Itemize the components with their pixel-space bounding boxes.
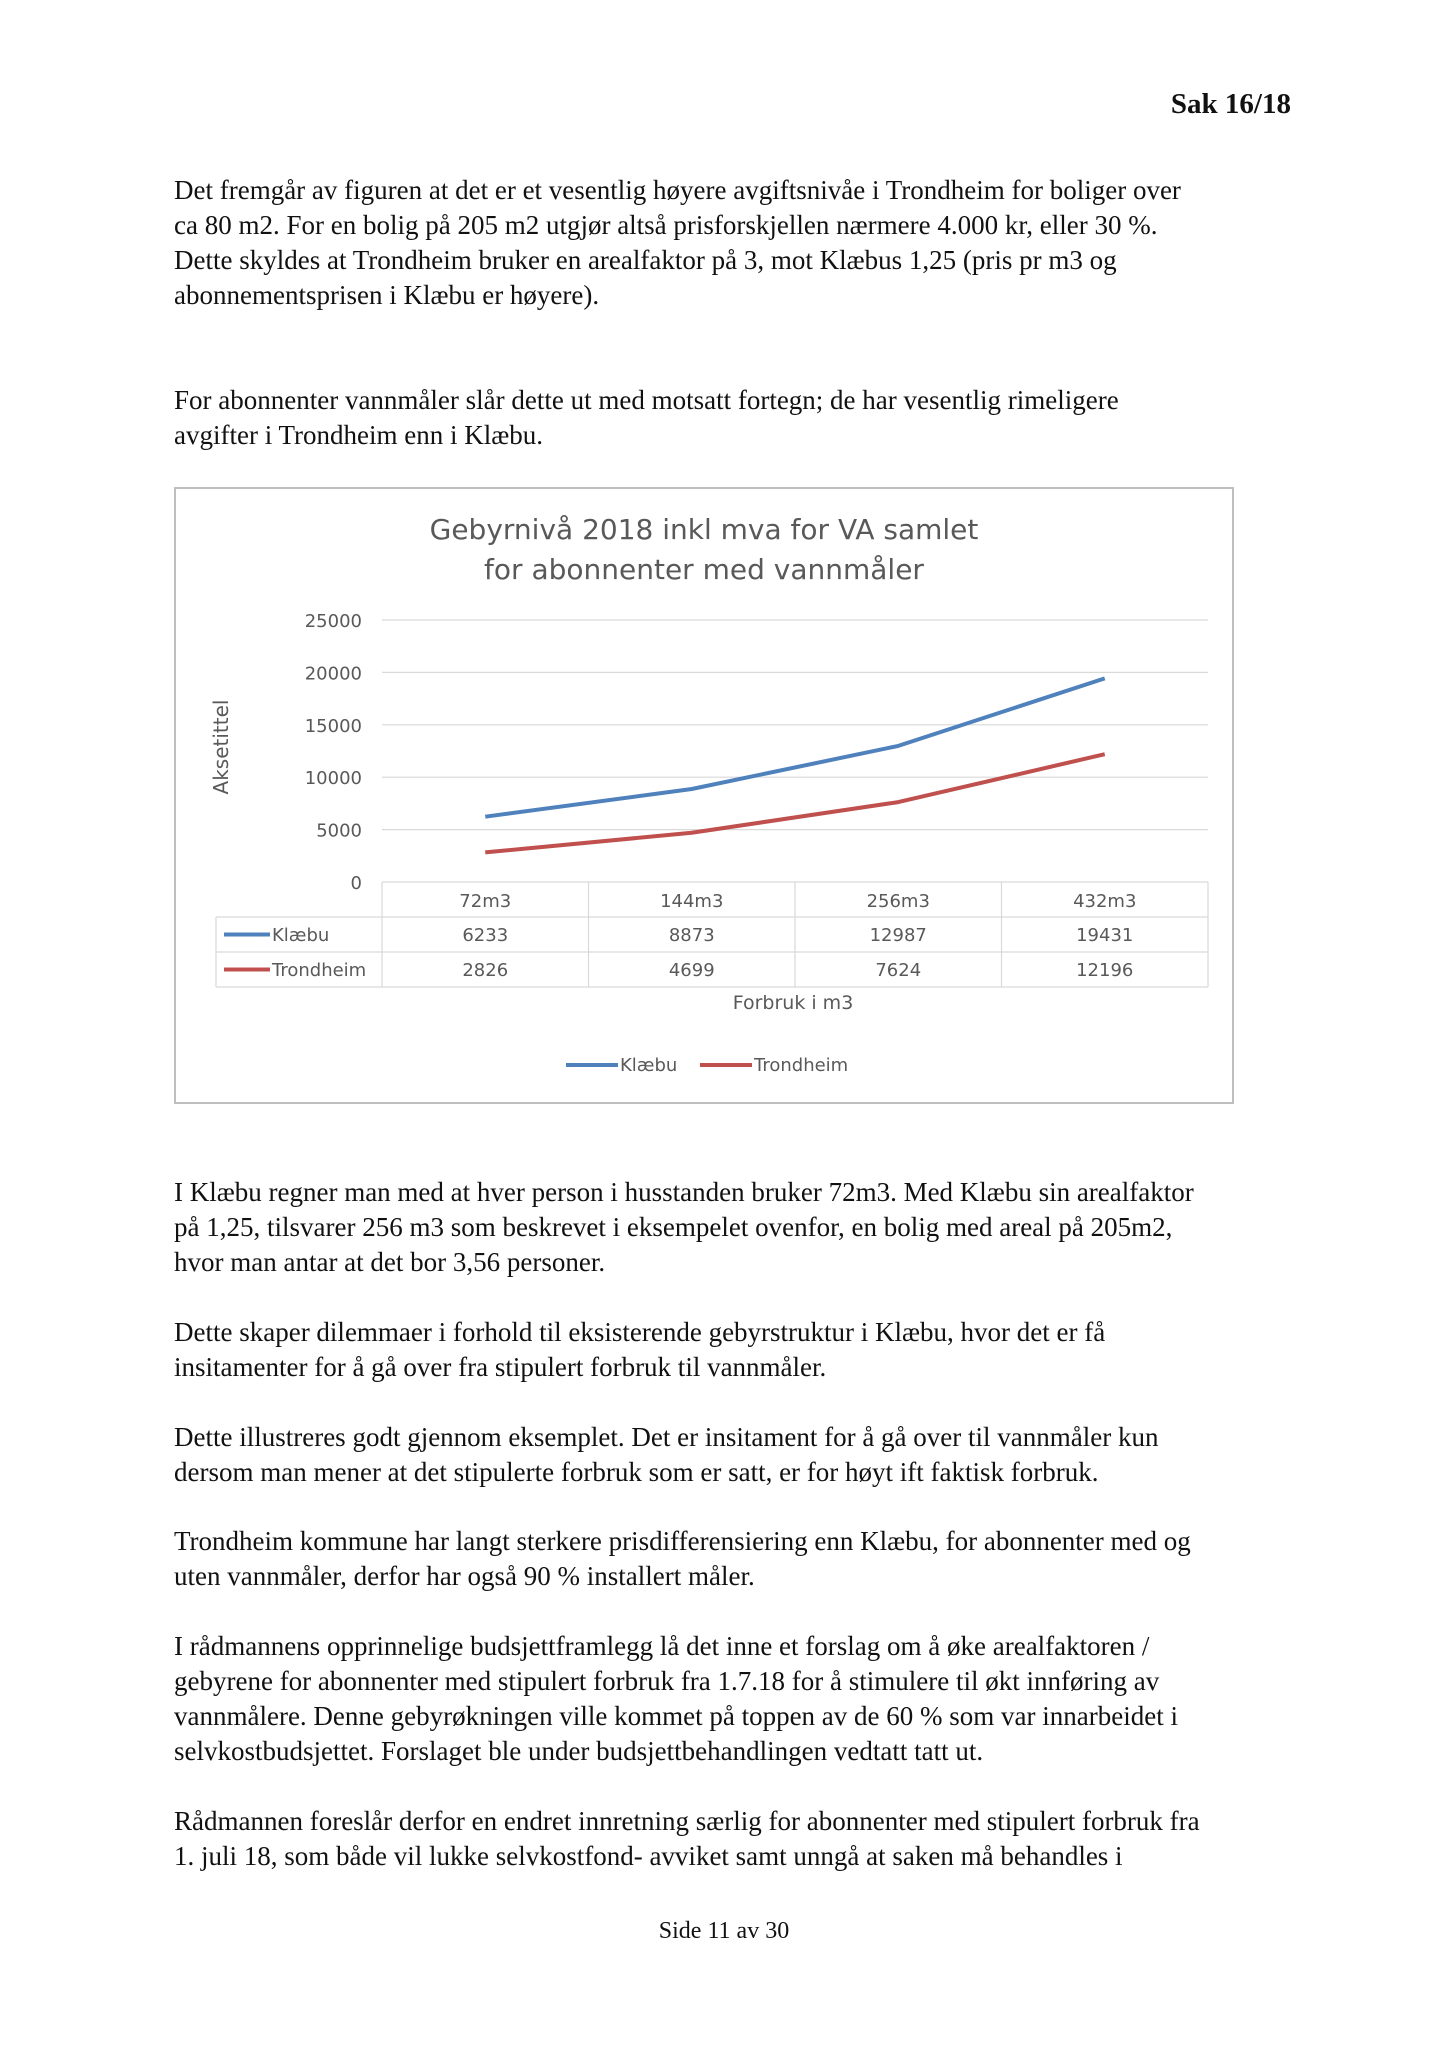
data-value: 8873 xyxy=(668,925,715,946)
y-tick-label: 20000 xyxy=(304,663,362,685)
paragraph-6: Trondheim kommune har langt sterkere prisdifferensiering enn Klæbu, for abonnenter med og uten vannmåler, derfor har også 90 % installert måler. xyxy=(174,1526,1191,1591)
paragraph-3: I Klæbu regner man med at hver person i husstanden bruker 72m3. Med Klæbu sin arealfaktor på 1,25, tilsvarer 256 m3 som beskrevet i eksempelet ovenfor, en bolig med areal på 205m2, hvor man antar at det bor 3,56 personer. xyxy=(174,1177,1194,1277)
series-lines xyxy=(485,678,1105,852)
paragraph-4: Dette skaper dilemmaer i forhold til eksisterende gebyrstruktur i Klæbu, hvor det er få insitamenter for å gå over fra stipulert forbruk til vannmåler. xyxy=(174,1317,1106,1382)
chart-title-line-2: for abonnenter med vannmåler xyxy=(484,553,924,586)
paragraph-5: Dette illustreres godt gjennom eksemplet. Det er insitament for å gå over til vannmåler kun dersom man mener at det stipulerte forbruk som er satt, er for høyt ift faktisk forbruk. xyxy=(174,1422,1159,1487)
line-chart xyxy=(176,489,1232,1102)
y-axis-title: Aksetittel xyxy=(209,699,233,795)
series-line-0 xyxy=(485,678,1105,816)
data-value: 19431 xyxy=(1076,925,1134,946)
paragraph-2: For abonnenter vannmåler slår dette ut med motsatt fortegn; de har vesentlig rimeligere avgifter i Trondheim enn i Klæbu. xyxy=(174,385,1119,450)
legend-label: Klæbu xyxy=(620,1055,678,1076)
category-label: 432m3 xyxy=(1073,891,1137,912)
y-tick-label: 5000 xyxy=(316,820,362,842)
page-number: Side 11 av 30 xyxy=(658,1918,790,1944)
chart-container xyxy=(174,487,1234,1104)
category-label: 256m3 xyxy=(866,891,930,912)
gridlines xyxy=(382,620,1208,830)
case-number: Sak 16/18 xyxy=(1170,88,1291,120)
data-value: 12196 xyxy=(1076,960,1134,981)
chart-title-line-1: Gebyrnivå 2018 inkl mva for VA samlet xyxy=(429,513,979,546)
data-value: 12987 xyxy=(869,925,927,946)
legend xyxy=(566,1055,848,1076)
table-series-name: Trondheim xyxy=(272,960,367,981)
y-tick-labels xyxy=(305,611,362,894)
data-value: 7624 xyxy=(875,960,922,981)
category-label: 144m3 xyxy=(660,891,724,912)
data-value: 6233 xyxy=(462,925,509,946)
x-axis-title: Forbruk i m3 xyxy=(732,992,854,1014)
table-series-name: Klæbu xyxy=(272,925,330,946)
y-tick-label: 10000 xyxy=(304,768,362,790)
data-value: 4699 xyxy=(668,960,715,981)
paragraph-1: Det fremgår av figuren at det er et vesentlig høyere avgiftsnivåe i Trondheim for boliger over ca 80 m2. For en bolig på 205 m2 utgjør altså prisforskjellen nærmere 4.000 kr, eller 30 %. Dette skyldes at Trondheim bruker en arealfaktor på 3, mot Klæbus 1,25 (pris pr m3 og abonnementsprisen i Klæbu er høyere). xyxy=(174,175,1181,310)
data-value: 2826 xyxy=(462,960,509,981)
y-tick-label: 25000 xyxy=(304,611,362,632)
category-label: 72m3 xyxy=(459,891,512,912)
y-tick-label: 15000 xyxy=(304,715,362,737)
paragraph-7: I rådmannens opprinnelige budsjettframlegg lå det inne et forslag om å øke arealfaktoren / gebyrene for abonnenter med stipulert forbruk fra 1.7.18 for å stimulere til økt innføring av vannmålere. Denne gebyrøkningen ville kommet på toppen av de 60 % som var innarbeidet i selvkostbudsjettet. Forslaget ble under budsjettbehandlingen vedtatt tatt ut. xyxy=(174,1631,1178,1766)
y-tick-label: 0 xyxy=(350,873,362,894)
data-table xyxy=(216,882,1208,987)
legend-label: Trondheim xyxy=(754,1055,849,1076)
paragraph-8: Rådmannen foreslår derfor en endret innretning særlig for abonnenter med stipulert forbruk fra 1. juli 18, som både vil lukke selvkostfond- avviket samt unngå at saken må behandles i xyxy=(174,1806,1200,1871)
